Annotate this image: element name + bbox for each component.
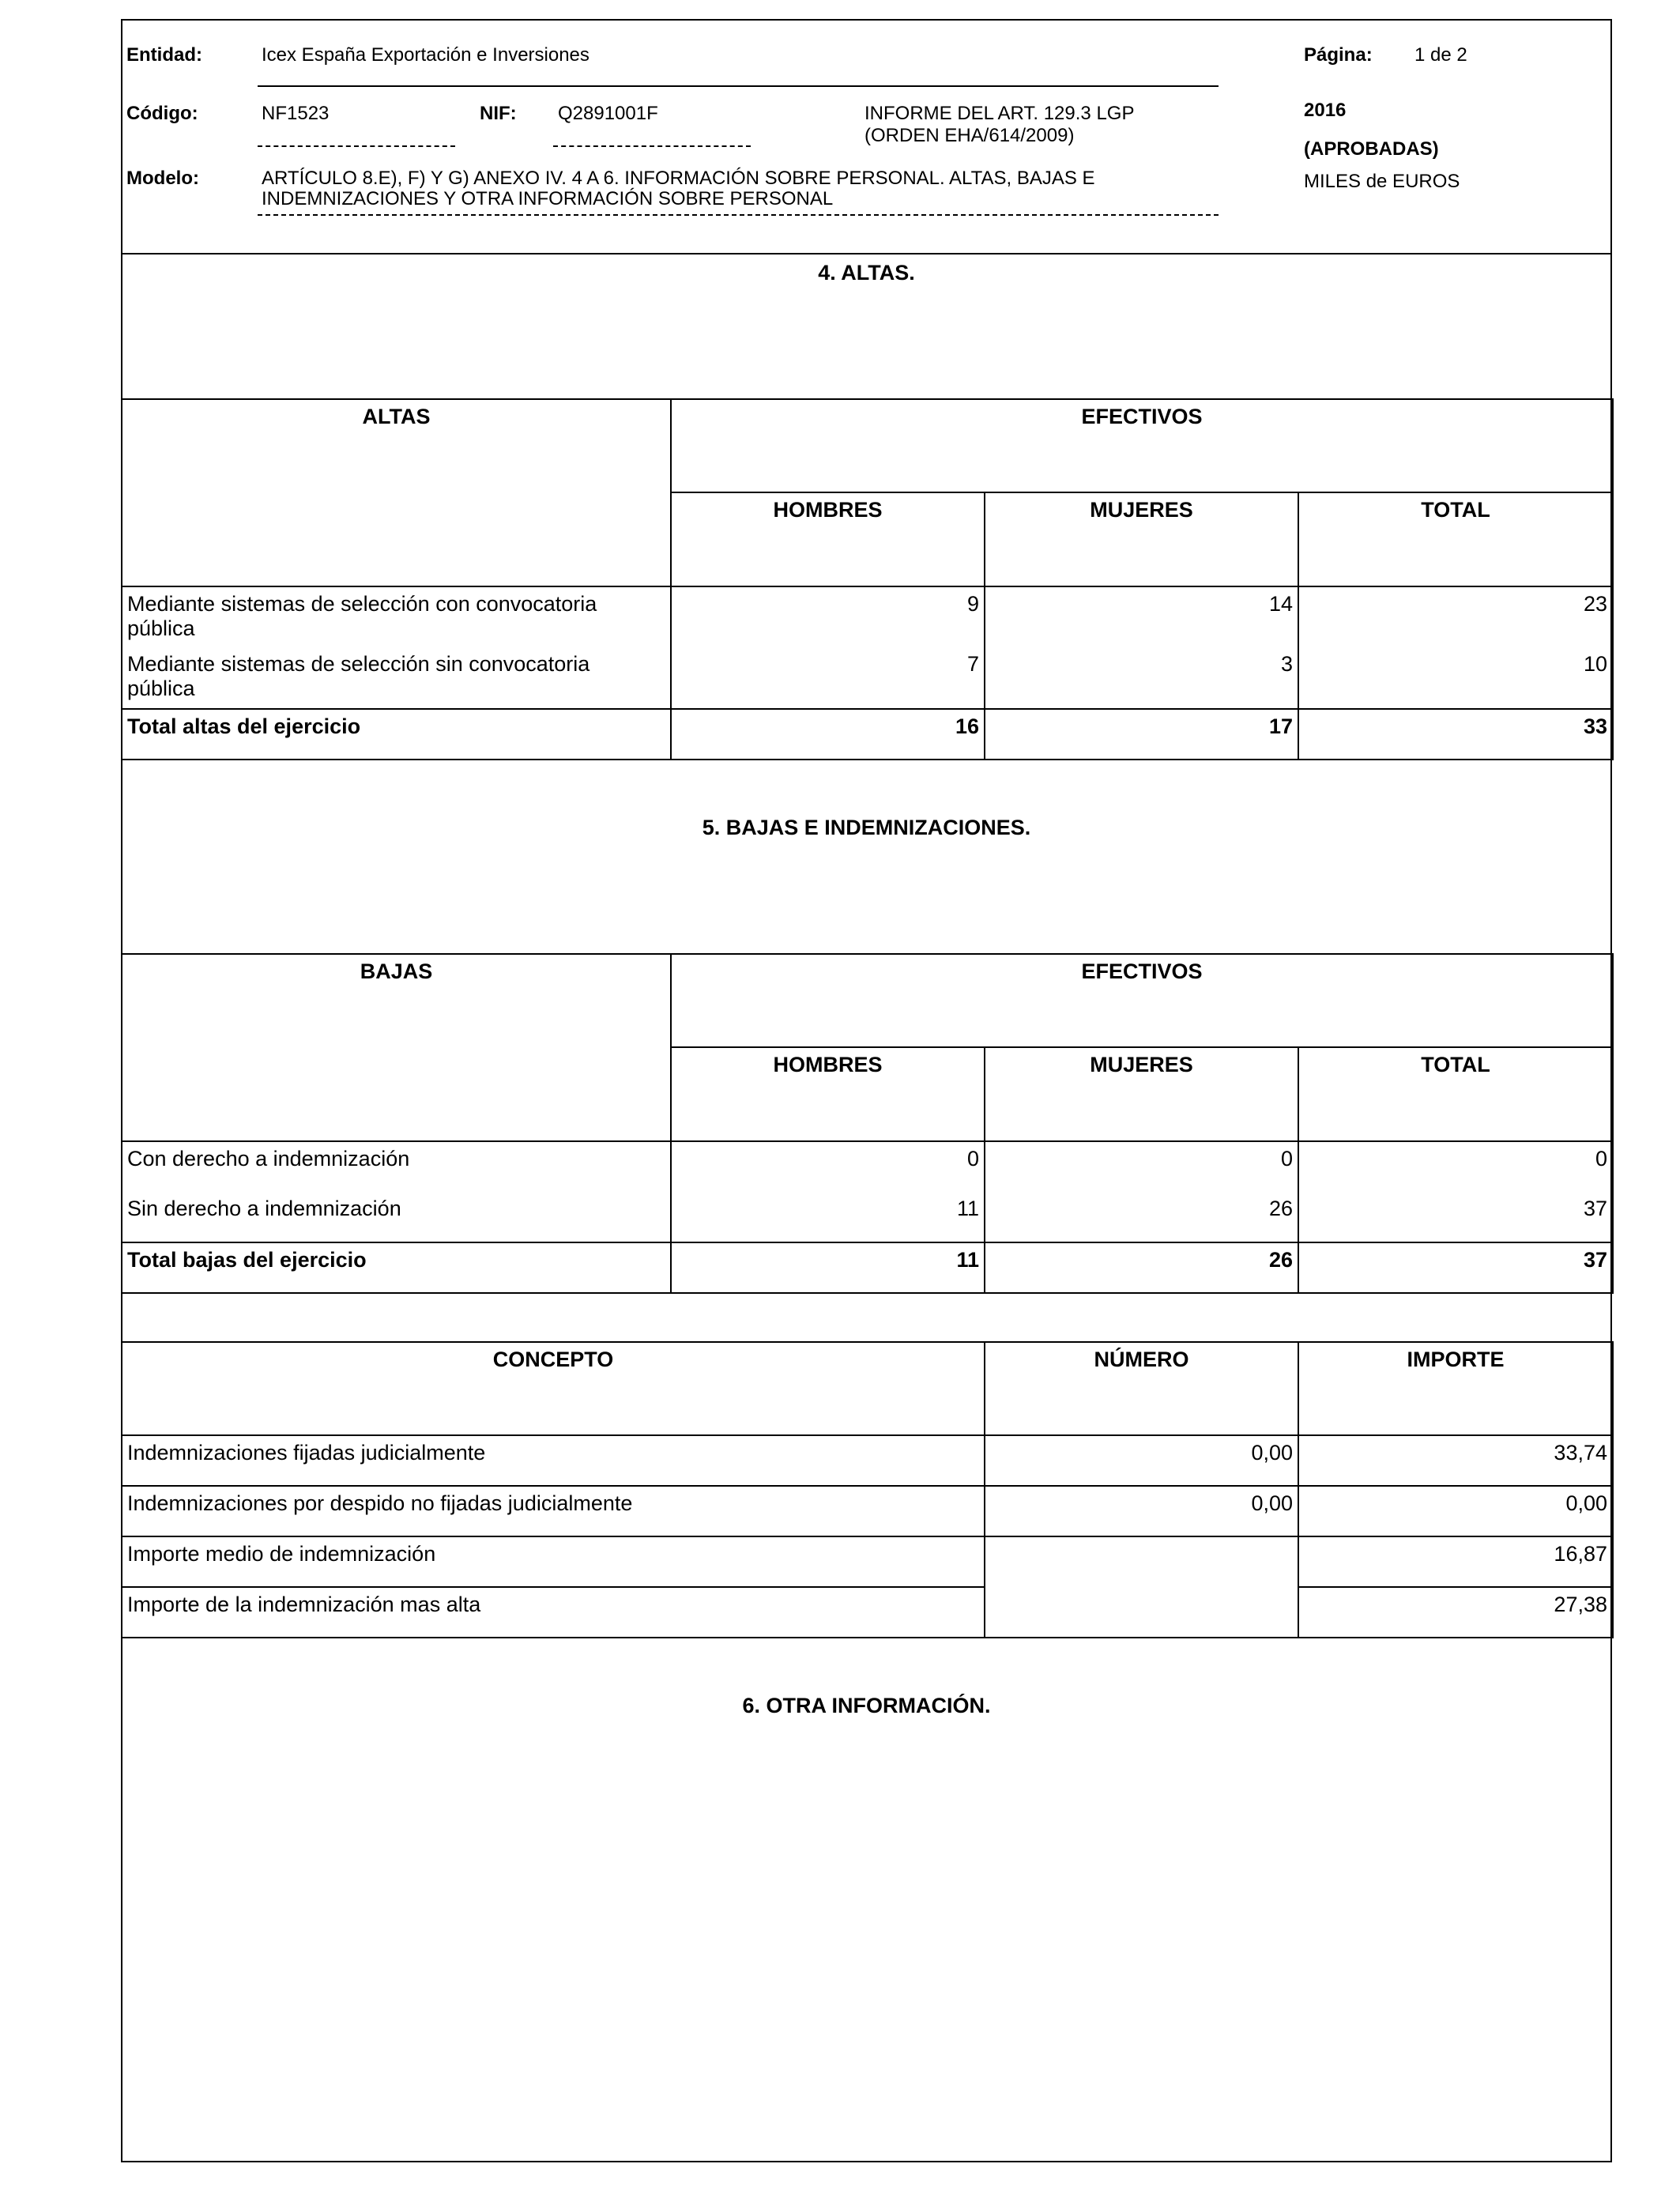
indemnizaciones-header-row [122, 1342, 1613, 1435]
section4-top-rule [121, 253, 1612, 254]
bajas-total-hombres: 11 [671, 1242, 985, 1293]
entidad-value: Icex España Exportación e Inversiones [262, 44, 590, 66]
modelo-line2: INDEMNIZACIONES Y OTRA INFORMACIÓN SOBRE PERSONAL [262, 188, 834, 209]
bajas-col-efectivos: EFECTIVOS [671, 954, 1613, 1047]
bajas-table [121, 953, 1614, 1294]
bajas-col-hombres: HOMBRES [671, 1047, 985, 1141]
indem-row-importe: 33,74 [1298, 1435, 1613, 1486]
table-row [122, 1486, 1613, 1536]
bajas-row-total: 0 [1298, 1141, 1613, 1192]
entidad-label: Entidad: [126, 44, 202, 66]
section5-title: 5. BAJAS E INDEMNIZACIONES. [702, 816, 1031, 839]
bajas-row-mujeres: 26 [985, 1192, 1298, 1242]
table-row [122, 1536, 1613, 1587]
altas-col-first: ALTAS [122, 399, 671, 586]
altas-row-hombres: 9 [671, 586, 985, 647]
aprobadas-label: (APROBADAS) [1304, 138, 1439, 160]
indem-row-label: Indemnizaciones fijadas judicialmente [122, 1435, 985, 1486]
unidad-label: MILES de EUROS [1304, 171, 1460, 192]
altas-row-hombres: 7 [671, 647, 985, 709]
altas-row-label [122, 586, 671, 647]
altas-row-mujeres: 14 [985, 586, 1298, 647]
informe-line2: (ORDEN EHA/614/2009) [864, 125, 1075, 146]
bajas-col-mujeres: MUJERES [985, 1047, 1298, 1141]
indem-numero-empty [985, 1536, 1298, 1638]
altas-total-hombres: 16 [671, 709, 985, 760]
section4-title: 4. ALTAS. [818, 261, 915, 285]
modelo-label: Modelo: [126, 168, 199, 189]
altas-row-total: 23 [1298, 586, 1613, 647]
altas-table [121, 398, 1614, 760]
table-row [122, 1587, 1613, 1638]
altas-row-label [122, 647, 671, 709]
indem-col-numero: NÚMERO [985, 1342, 1298, 1435]
altas-row-label-line1: Mediante sistemas de selección con convocatoria [127, 592, 597, 616]
section6-title: 6. OTRA INFORMACIÓN. [742, 1694, 991, 1717]
altas-row-label-line1: Mediante sistemas de selección sin convocatoria [127, 652, 590, 676]
codigo-label: Código: [126, 103, 198, 124]
codigo-value: NF1523 [262, 103, 330, 124]
bajas-col-total: TOTAL [1298, 1047, 1613, 1141]
pagina-value: 1 de 2 [1414, 44, 1467, 66]
indem-col-importe: IMPORTE [1298, 1342, 1613, 1435]
altas-row-mujeres: 3 [985, 647, 1298, 709]
indem-row-numero: 0,00 [985, 1486, 1298, 1536]
altas-header-row [122, 399, 1613, 492]
indem-row-label: Indemnizaciones por despido no fijadas judicialmente [122, 1486, 985, 1536]
altas-total-total: 33 [1298, 709, 1613, 760]
bajas-row-hombres: 11 [671, 1192, 985, 1242]
bajas-row-hombres: 0 [671, 1141, 985, 1192]
indem-row-importe: 16,87 [1298, 1536, 1613, 1587]
altas-total-mujeres: 17 [985, 709, 1298, 760]
nif-underline [553, 145, 751, 147]
altas-col-hombres: HOMBRES [671, 492, 985, 586]
entidad-underline [258, 85, 1219, 87]
bajas-total-label: Total bajas del ejercicio [122, 1242, 671, 1293]
bajas-total-mujeres: 26 [985, 1242, 1298, 1293]
altas-col-mujeres: MUJERES [985, 492, 1298, 586]
bajas-row-label: Sin derecho a indemnización [122, 1192, 671, 1242]
codigo-underline [258, 145, 455, 147]
indem-row-importe: 0,00 [1298, 1486, 1613, 1536]
altas-row-label-line2: pública [127, 616, 195, 640]
informe-line1: INFORME DEL ART. 129.3 LGP [864, 103, 1135, 124]
bajas-header-row [122, 954, 1613, 1047]
nif-label: NIF: [480, 103, 517, 124]
table-row [122, 1141, 1613, 1192]
bajas-row-label: Con derecho a indemnización [122, 1141, 671, 1192]
table-row [122, 647, 1613, 709]
altas-total-label: Total altas del ejercicio [122, 709, 671, 760]
table-row [122, 1192, 1613, 1242]
indem-row-label: Importe medio de indemnización [122, 1536, 985, 1587]
altas-col-efectivos: EFECTIVOS [671, 399, 1613, 492]
indemnizaciones-table [121, 1341, 1614, 1638]
indem-row-numero: 0,00 [985, 1435, 1298, 1486]
year-label: 2016 [1304, 100, 1347, 121]
bajas-row-mujeres: 0 [985, 1141, 1298, 1192]
bajas-row-total: 37 [1298, 1192, 1613, 1242]
altas-row-label-line2: pública [127, 677, 195, 700]
modelo-line1: ARTÍCULO 8.E), F) Y G) ANEXO IV. 4 A 6. INFORMACIÓN SOBRE PERSONAL. ALTAS, BAJAS E [262, 168, 1095, 189]
indem-row-label: Importe de la indemnización mas alta [122, 1587, 985, 1638]
indem-row-importe: 27,38 [1298, 1587, 1613, 1638]
pagina-label: Página: [1304, 44, 1373, 66]
table-row [122, 586, 1613, 647]
indem-col-concepto: CONCEPTO [122, 1342, 985, 1435]
bajas-total-total: 37 [1298, 1242, 1613, 1293]
altas-row-total: 10 [1298, 647, 1613, 709]
nif-value: Q2891001F [558, 103, 658, 124]
bajas-col-first: BAJAS [122, 954, 671, 1141]
table-row [122, 1435, 1613, 1486]
bajas-total-row [122, 1242, 1613, 1293]
altas-total-row [122, 709, 1613, 760]
modelo-underline [258, 214, 1219, 216]
altas-col-total: TOTAL [1298, 492, 1613, 586]
